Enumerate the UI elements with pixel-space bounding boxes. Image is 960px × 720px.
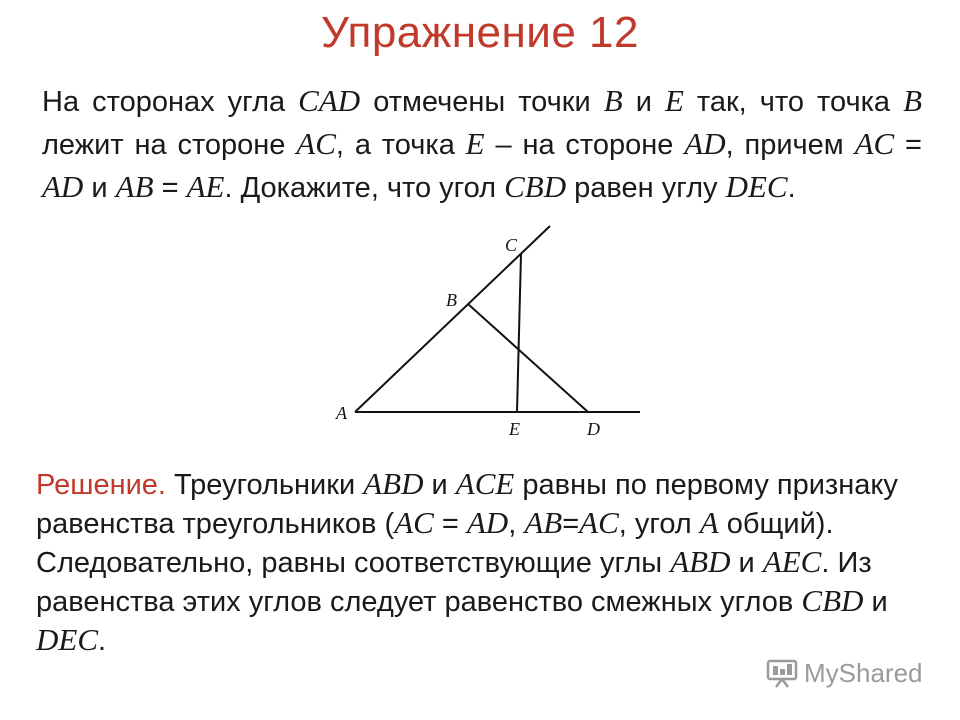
point-label-e: E bbox=[509, 419, 520, 439]
point-label-b: B bbox=[446, 290, 457, 310]
segment-bd bbox=[468, 304, 588, 412]
problem-statement: На сторонах угла CAD отмечены точки B и E так, что точка B лежит на стороне AC, а точка E – на стороне AD, причем AC = AD и AB = AE. Докажите, что угол CBD равен углу DEC. bbox=[42, 83, 923, 204]
segment-ce bbox=[517, 254, 521, 412]
point-label-d: D bbox=[587, 419, 600, 439]
solution-label: Решение. bbox=[36, 469, 166, 501]
page-title: Упражнение 12 bbox=[321, 8, 639, 57]
point-label-c: C bbox=[505, 235, 518, 255]
solution-text: Решение. Треугольники ABD и ACE равны по первому признаку равенства треугольников (AC = AD, AB=AC, угол A общий). Следовательно, равны соответствующие углы ABD и AEC. Из равенства этих углов следует равенство смежных углов CBD и DEC. bbox=[36, 466, 898, 657]
point-label-a: A bbox=[336, 403, 347, 423]
presentation-board-icon bbox=[766, 658, 798, 688]
watermark[interactable] bbox=[766, 655, 923, 691]
ray-ac bbox=[355, 226, 550, 412]
watermark-text: MyShared bbox=[804, 657, 923, 688]
geometry-figure bbox=[320, 222, 660, 452]
